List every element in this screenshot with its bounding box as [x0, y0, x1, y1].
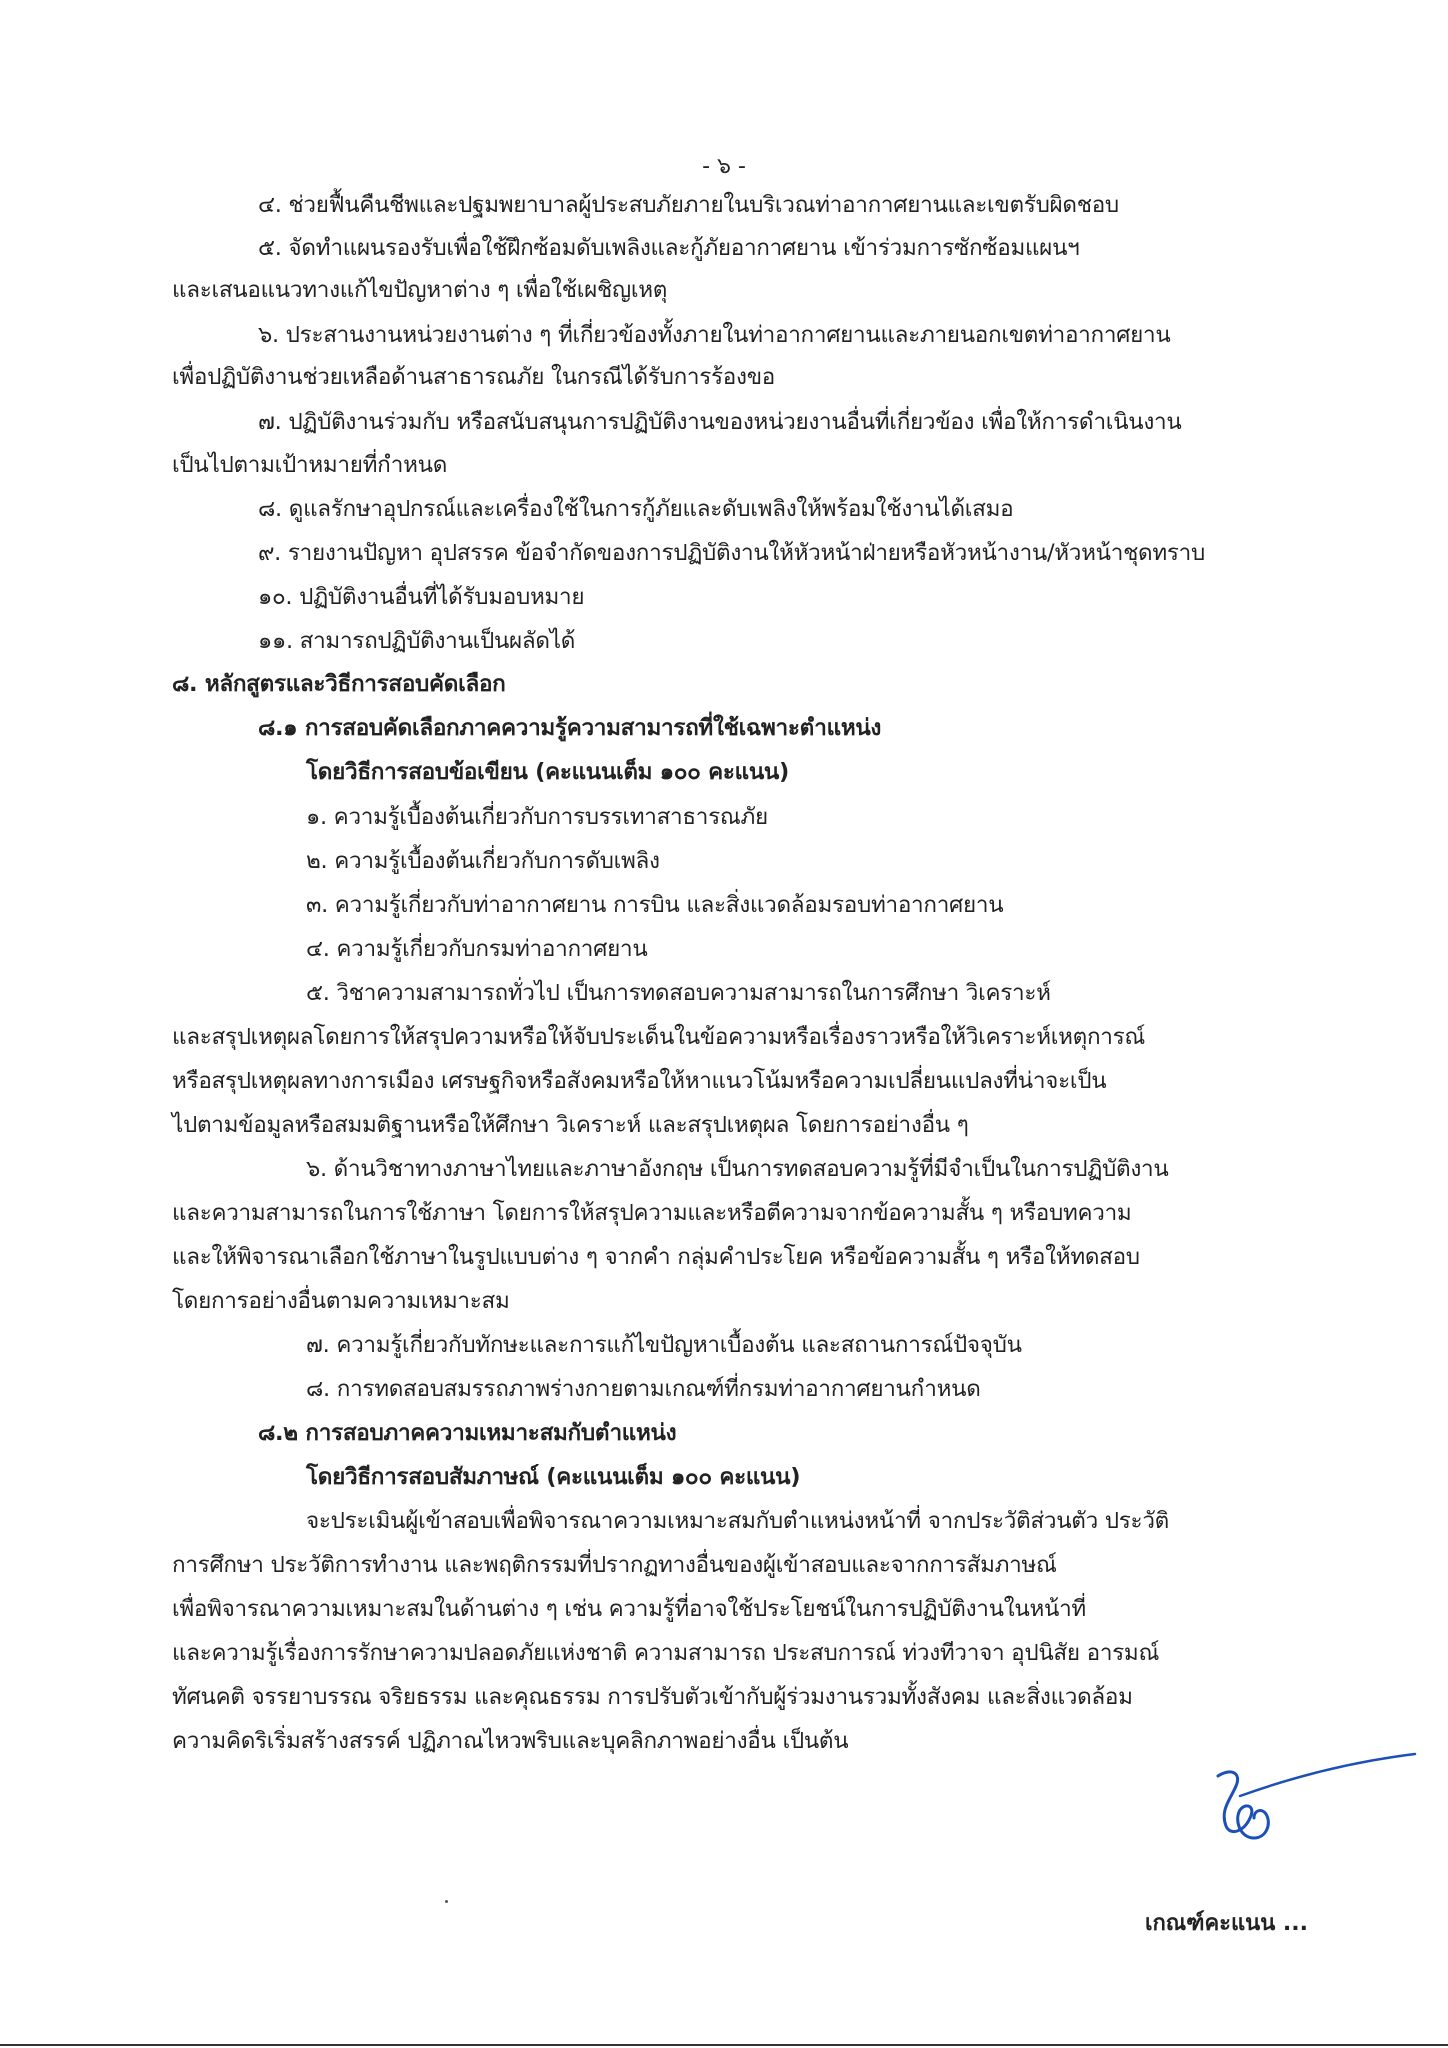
text-line: ๙. รายงานปัญหา อุปสรรค ข้อจำกัดของการปฏิบัติงานให้หัวหน้าฝ่ายหรือหัวหน้างาน/หัวหน้าชุดทราบ: [258, 540, 1205, 566]
text-line: ทัศนคติ จรรยาบรรณ จริยธรรม และคุณธรรม การปรับตัวเข้ากับผู้ร่วมงานรวมทั้งสังคม และสิ่งแวดล้อม: [172, 1684, 1133, 1710]
signature-initials: [1200, 1748, 1420, 1858]
text-line: เพื่อพิจารณาความเหมาะสมในด้านต่าง ๆ เช่น ความรู้ที่อาจใช้ประโยชน์ในการปฏิบัติงานในหน้าที่: [172, 1596, 1086, 1622]
text-line: ๘. การทดสอบสมรรถภาพร่างกายตามเกณฑ์ที่กรมท่าอากาศยานกำหนด: [306, 1376, 981, 1402]
text-line: จะประเมินผู้เข้าสอบเพื่อพิจารณาความเหมาะสมกับตำแหน่งหน้าที่ จากประวัติส่วนตัว ประวัติ: [306, 1508, 1169, 1534]
text-line: และความสามารถในการใช้ภาษา โดยการให้สรุปความและหรือตีความจากข้อความสั้น ๆ หรือบทความ: [172, 1200, 1132, 1226]
text-line: ๑๑. สามารถปฏิบัติงานเป็นผลัดได้: [258, 628, 576, 654]
text-line: และให้พิจารณาเลือกใช้ภาษาในรูปแบบต่าง ๆ จากคำ กลุ่มคำประโยค หรือข้อความสั้น ๆ หรือให้ทดสอบ: [172, 1244, 1140, 1270]
section-heading: โดยวิธีการสอบข้อเขียน (คะแนนเต็ม ๑๐๐ คะแนน): [306, 759, 789, 785]
text-line: ๕. จัดทำแผนรองรับเพื่อใช้ฝึกซ้อมดับเพลิงและกู้ภัยอากาศยาน เข้าร่วมการซักซ้อมแผนฯ: [258, 235, 1080, 261]
text-line: และความรู้เรื่องการรักษาความปลอดภัยแห่งชาติ ความสามารถ ประสบการณ์ ท่วงทีวาจา อุปนิสัย อารมณ์: [172, 1640, 1160, 1666]
page-number: - ๖ -: [702, 154, 746, 179]
section-heading: โดยวิธีการสอบสัมภาษณ์ (คะแนนเต็ม ๑๐๐ คะแนน): [306, 1464, 801, 1490]
section-heading: ๘.๒ การสอบภาคความเหมาะสมกับตำแหน่ง: [258, 1420, 677, 1446]
section-heading: ๘.๑ การสอบคัดเลือกภาคความรู้ความสามารถที่ใช้เฉพาะตำแหน่ง: [258, 715, 882, 741]
text-line: ๓. ความรู้เกี่ยวกับท่าอากาศยาน การบิน และสิ่งแวดล้อมรอบท่าอากาศยาน: [306, 892, 1004, 918]
text-line: ๘. ดูแลรักษาอุปกรณ์และเครื่องใช้ในการกู้ภัยและดับเพลิงให้พร้อมใช้งานได้เสมอ: [258, 496, 1014, 522]
text-line: โดยการอย่างอื่นตามความเหมาะสม: [172, 1288, 510, 1314]
text-line: หรือสรุปเหตุผลทางการเมือง เศรษฐกิจหรือสังคมหรือให้หาแนวโน้มหรือความเปลี่ยนแปลงที่น่าจะเป็น: [172, 1068, 1107, 1094]
text-line: ๒. ความรู้เบื้องต้นเกี่ยวกับการดับเพลิง: [306, 848, 660, 874]
text-line: ไปตามข้อมูลหรือสมมติฐานหรือให้ศึกษา วิเคราะห์ และสรุปเหตุผล โดยการอย่างอื่น ๆ: [172, 1112, 969, 1138]
text-line: เพื่อปฏิบัติงานช่วยเหลือด้านสาธารณภัย ในกรณีได้รับการร้องขอ: [172, 364, 775, 390]
bottom-edge-line: [0, 2044, 1448, 2046]
continuation-text: เกณฑ์คะแนน ...: [1144, 1911, 1308, 1936]
text-line: และเสนอแนวทางแก้ไขปัญหาต่าง ๆ เพื่อใช้เผชิญเหตุ: [172, 277, 668, 303]
text-line: ๑๐. ปฏิบัติงานอื่นที่ได้รับมอบหมาย: [258, 584, 585, 610]
text-line: ๖. ด้านวิชาทางภาษาไทยและภาษาอังกฤษ เป็นการทดสอบความรู้ที่มีจำเป็นในการปฏิบัติงาน: [306, 1156, 1169, 1182]
text-line: ๕. วิชาความสามารถทั่วไป เป็นการทดสอบความสามารถในการศึกษา วิเคราะห์: [306, 980, 1051, 1006]
text-line: เป็นไปตามเป้าหมายที่กำหนด: [172, 452, 448, 478]
text-line: ๖. ประสานงานหน่วยงานต่าง ๆ ที่เกี่ยวข้องทั้งภายในท่าอากาศยานและภายนอกเขตท่าอากาศยาน: [258, 322, 1171, 348]
text-line: ความคิดริเริ่มสร้างสรรค์ ปฏิภาณไหวพริบและบุคลิกภาพอย่างอื่น เป็นต้น: [172, 1728, 849, 1754]
text-line: ๑. ความรู้เบื้องต้นเกี่ยวกับการบรรเทาสาธารณภัย: [306, 804, 768, 830]
text-line: ๔. ช่วยฟื้นคืนชีพและปฐมพยาบาลผู้ประสบภัยภายในบริเวณท่าอากาศยานและเขตรับผิดชอบ: [258, 192, 1119, 218]
text-line: การศึกษา ประวัติการทำงาน และพฤติกรรมที่ปรากฏทางอื่นของผู้เข้าสอบและจากการสัมภาษณ์: [172, 1552, 1057, 1578]
section-heading: ๘. หลักสูตรและวิธีการสอบคัดเลือก: [172, 671, 506, 697]
text-line: ๗. ปฏิบัติงานร่วมกับ หรือสนับสนุนการปฏิบัติงานของหน่วยงานอื่นที่เกี่ยวข้อง เพื่อให้การดำเนินงาน: [258, 409, 1182, 435]
text-line: ๗. ความรู้เกี่ยวกับทักษะและการแก้ไขปัญหาเบื้องต้น และสถานการณ์ปัจจุบัน: [306, 1332, 1022, 1358]
speck-mark: [445, 1900, 448, 1903]
text-line: และสรุปเหตุผลโดยการให้สรุปความหรือให้จับประเด็นในข้อความหรือเรื่องราวหรือให้วิเคราะห์เหตุการณ์: [172, 1024, 1146, 1050]
text-line: ๔. ความรู้เกี่ยวกับกรมท่าอากาศยาน: [306, 936, 648, 962]
